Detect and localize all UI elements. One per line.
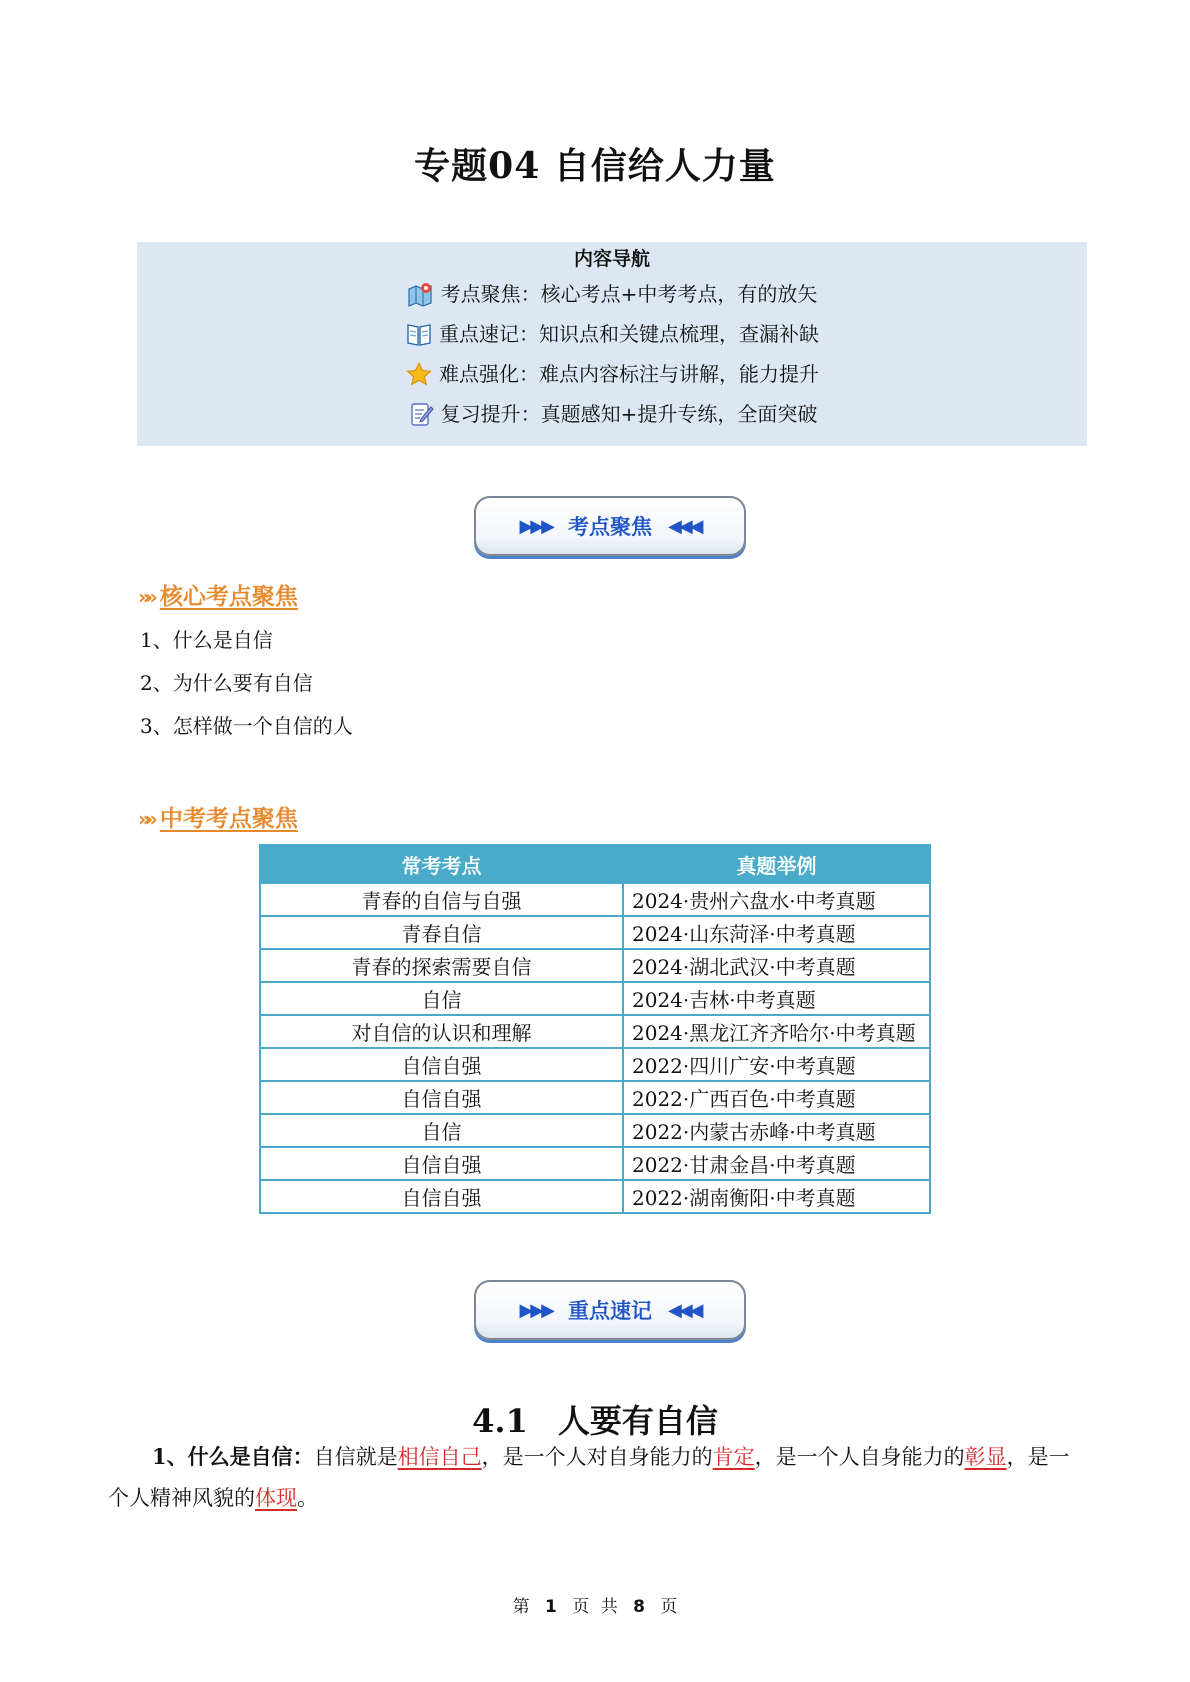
keyword: 体现 — [255, 1486, 297, 1510]
exam-focus-heading: »» 中考考点聚焦 — [138, 806, 298, 832]
triangle-left-icon: ◀◀◀ — [668, 515, 701, 537]
nav-item-memo — [137, 318, 1087, 347]
exam-example-cell: 2024·湖北武汉·中考真题 — [623, 949, 930, 982]
table-row — [260, 1048, 930, 1081]
text-run: ，是一个人对自身能力的 — [481, 1445, 713, 1469]
exam-example-cell: 2022·甘肃金昌·中考真题 — [623, 1147, 930, 1180]
nav-item-memo-text: 重点速记：知识点和关键点梳理，查漏补缺 — [439, 322, 819, 346]
page-total: 8 — [633, 1597, 645, 1617]
double-chevron-icon: »» — [138, 585, 152, 609]
core-item: 1、什么是自信 — [140, 628, 273, 652]
exam-point-cell: 自信自强 — [260, 1180, 623, 1213]
double-chevron-icon: »» — [138, 807, 152, 831]
footer-text: 页 — [660, 1597, 678, 1617]
exam-point-cell: 自信自强 — [260, 1147, 623, 1180]
exam-point-cell: 对自信的认识和理解 — [260, 1015, 623, 1048]
triangle-right-icon: ▶▶▶ — [519, 515, 552, 537]
exam-points-table — [259, 844, 931, 1214]
table-row — [260, 1015, 930, 1048]
table-row — [260, 1114, 930, 1147]
memo-banner-label: 重点速记 — [568, 1299, 652, 1323]
text-run: 。 — [297, 1486, 318, 1510]
definition-lead: 1、什么是自信： — [152, 1444, 314, 1469]
table-row — [260, 883, 930, 916]
column-header: 常考考点 — [260, 845, 623, 883]
content-navigation-box — [137, 242, 1087, 446]
nav-item-focus-text: 考点聚焦：核心考点+中考考点，有的放矢 — [440, 282, 818, 306]
table-row — [260, 1180, 930, 1213]
nav-item-focus — [137, 278, 1087, 307]
exam-example-cell: 2022·广西百色·中考真题 — [623, 1081, 930, 1114]
exam-example-cell: 2022·内蒙古赤峰·中考真题 — [623, 1114, 930, 1147]
column-header: 真题举例 — [623, 845, 930, 883]
table-row — [260, 1081, 930, 1114]
core-item: 3、怎样做一个自信的人 — [140, 714, 353, 738]
map-pin-icon — [407, 281, 435, 307]
page-title: 专题04 自信给人力量 — [414, 145, 776, 187]
exam-point-cell: 自信自强 — [260, 1048, 623, 1081]
triangle-right-icon: ▶▶▶ — [519, 1299, 552, 1321]
page-footer — [0, 1592, 1190, 1617]
exam-point-cell: 自信 — [260, 1114, 623, 1147]
nav-item-difficult — [137, 358, 1087, 387]
footer-text: 第 — [512, 1597, 530, 1617]
keyword: 肯定 — [712, 1445, 755, 1469]
keyword: 彰显 — [964, 1445, 1007, 1469]
star-icon — [405, 361, 433, 387]
exam-point-cell: 青春的探索需要自信 — [260, 949, 623, 982]
exam-example-cell: 2022·四川广安·中考真题 — [623, 1048, 930, 1081]
exam-point-cell: 青春自信 — [260, 916, 623, 949]
exam-example-cell: 2024·吉林·中考真题 — [623, 982, 930, 1015]
nav-item-review-text: 复习提升：真题感知+提升专练，全面突破 — [440, 402, 818, 426]
focus-banner-label: 考点聚焦 — [568, 515, 652, 539]
text-run: ，是一个人精神风貌的 — [108, 1445, 1070, 1510]
nav-item-review — [137, 398, 1087, 427]
text-run: ，是一个人自身能力的 — [754, 1445, 965, 1469]
exam-example-cell: 2024·黑龙江齐齐哈尔·中考真题 — [623, 1015, 930, 1048]
exam-example-cell: 2024·山东菏泽·中考真题 — [623, 916, 930, 949]
table-header-row — [260, 845, 930, 883]
table-row — [260, 982, 930, 1015]
text-run: 自信就是 — [313, 1445, 398, 1469]
focus-banner — [474, 496, 746, 556]
nav-item-difficult-text: 难点强化：难点内容标注与讲解，能力提升 — [439, 362, 819, 386]
exam-point-cell: 青春的自信与自强 — [260, 883, 623, 916]
table-row — [260, 1147, 930, 1180]
exam-example-cell: 2022·湖南衡阳·中考真题 — [623, 1180, 930, 1213]
nav-heading: 内容导航 — [573, 248, 650, 270]
table-row — [260, 949, 930, 982]
exam-point-cell: 自信 — [260, 982, 623, 1015]
book-icon — [405, 321, 433, 347]
exam-example-cell: 2024·贵州六盘水·中考真题 — [623, 883, 930, 916]
footer-text: 页 共 — [572, 1597, 618, 1617]
notepad-icon — [407, 401, 435, 427]
definition-paragraph — [108, 1436, 1088, 1519]
triangle-left-icon: ◀◀◀ — [668, 1299, 701, 1321]
core-focus-heading: »» 核心考点聚焦 — [138, 584, 298, 610]
page-number: 1 — [545, 1597, 557, 1617]
section-title: 人要有自信 — [557, 1402, 718, 1440]
memo-banner — [474, 1280, 746, 1340]
keyword: 相信自己 — [397, 1445, 482, 1469]
core-item: 2、为什么要有自信 — [140, 671, 313, 695]
table-row — [260, 916, 930, 949]
exam-point-cell: 自信自强 — [260, 1081, 623, 1114]
section-number: 4.1 — [472, 1402, 528, 1440]
